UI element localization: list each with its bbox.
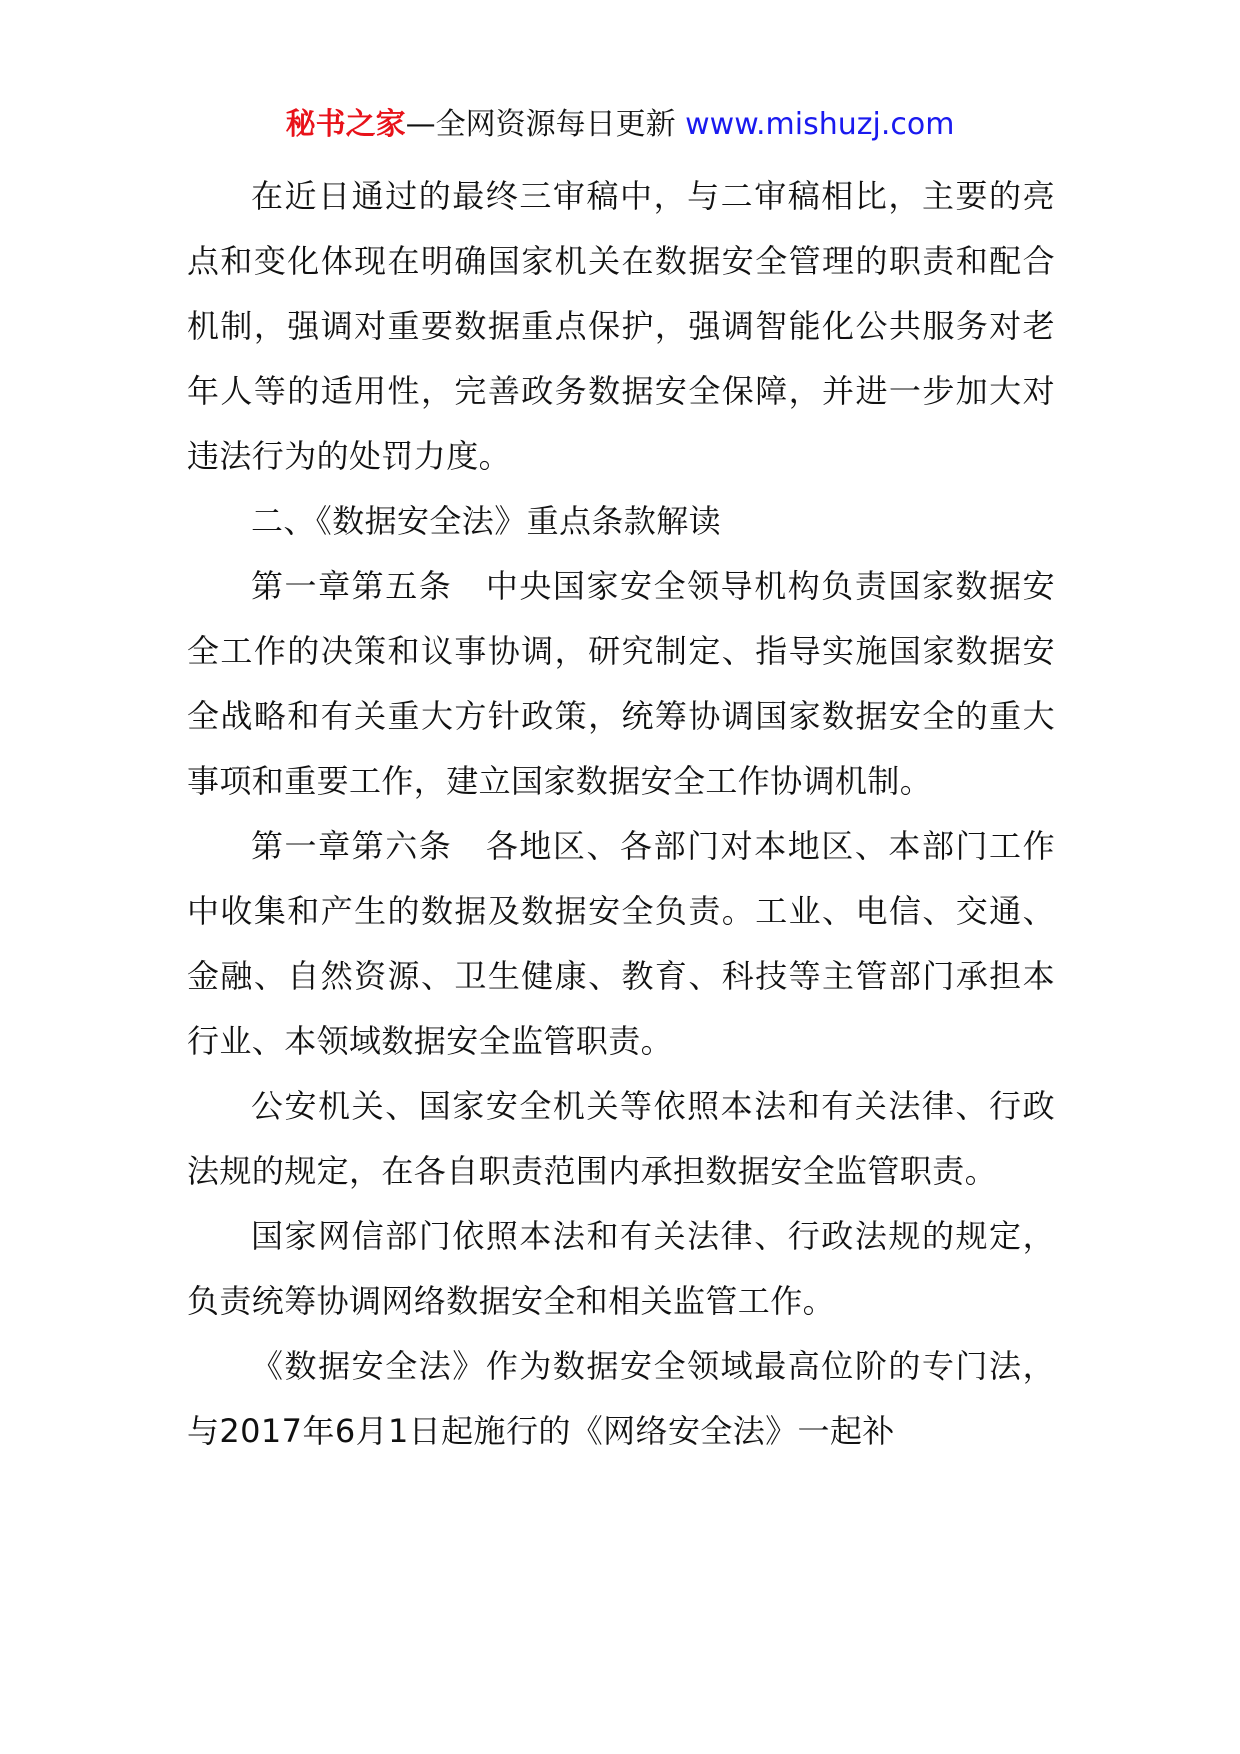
paragraph: 《数据安全法》作为数据安全领域最高位阶的专门法，与2017年6月1日起施行的《网络安全法》一起补 bbox=[187, 1347, 1055, 1450]
site-header bbox=[0, 103, 1240, 147]
paragraph: 第一章第六条 各地区、各部门对本地区、本部门工作中收集和产生的数据及数据安全负责。工业、电信、交通、金融、自然资源、卫生健康、教育、科技等主管部门承担本行业、本领域数据安全监管职责。 bbox=[187, 827, 1055, 1060]
site-brand: 秘书之家 bbox=[285, 107, 406, 142]
section-heading: 二、《数据安全法》重点条款解读 bbox=[251, 502, 722, 540]
paragraph: 国家网信部门依照本法和有关法律、行政法规的规定，负责统筹协调网络数据安全和相关监管工作。 bbox=[187, 1217, 1055, 1320]
document-body bbox=[187, 164, 1055, 1464]
paragraph: 第一章第五条 中央国家安全领导机构负责国家数据安全工作的决策和议事协调，研究制定、指导实施国家数据安全战略和有关重大方针政策，统筹协调国家数据安全的重大事项和重要工作，建立国家数据安全工作协调机制。 bbox=[187, 567, 1055, 800]
paragraph: 公安机关、国家安全机关等依照本法和有关法律、行政法规的规定，在各自职责范围内承担数据安全监管职责。 bbox=[187, 1087, 1055, 1190]
paragraph: 在近日通过的最终三审稿中，与二审稿相比，主要的亮点和变化体现在明确国家机关在数据安全管理的职责和配合机制，强调对重要数据重点保护，强调智能化公共服务对老年人等的适用性，完善政务数据安全保障，并进一步加大对违法行为的处罚力度。 bbox=[187, 177, 1055, 475]
site-tagline: —全网资源每日更新 bbox=[405, 107, 686, 142]
site-url-link[interactable]: www.mishuzj.com bbox=[685, 107, 955, 142]
